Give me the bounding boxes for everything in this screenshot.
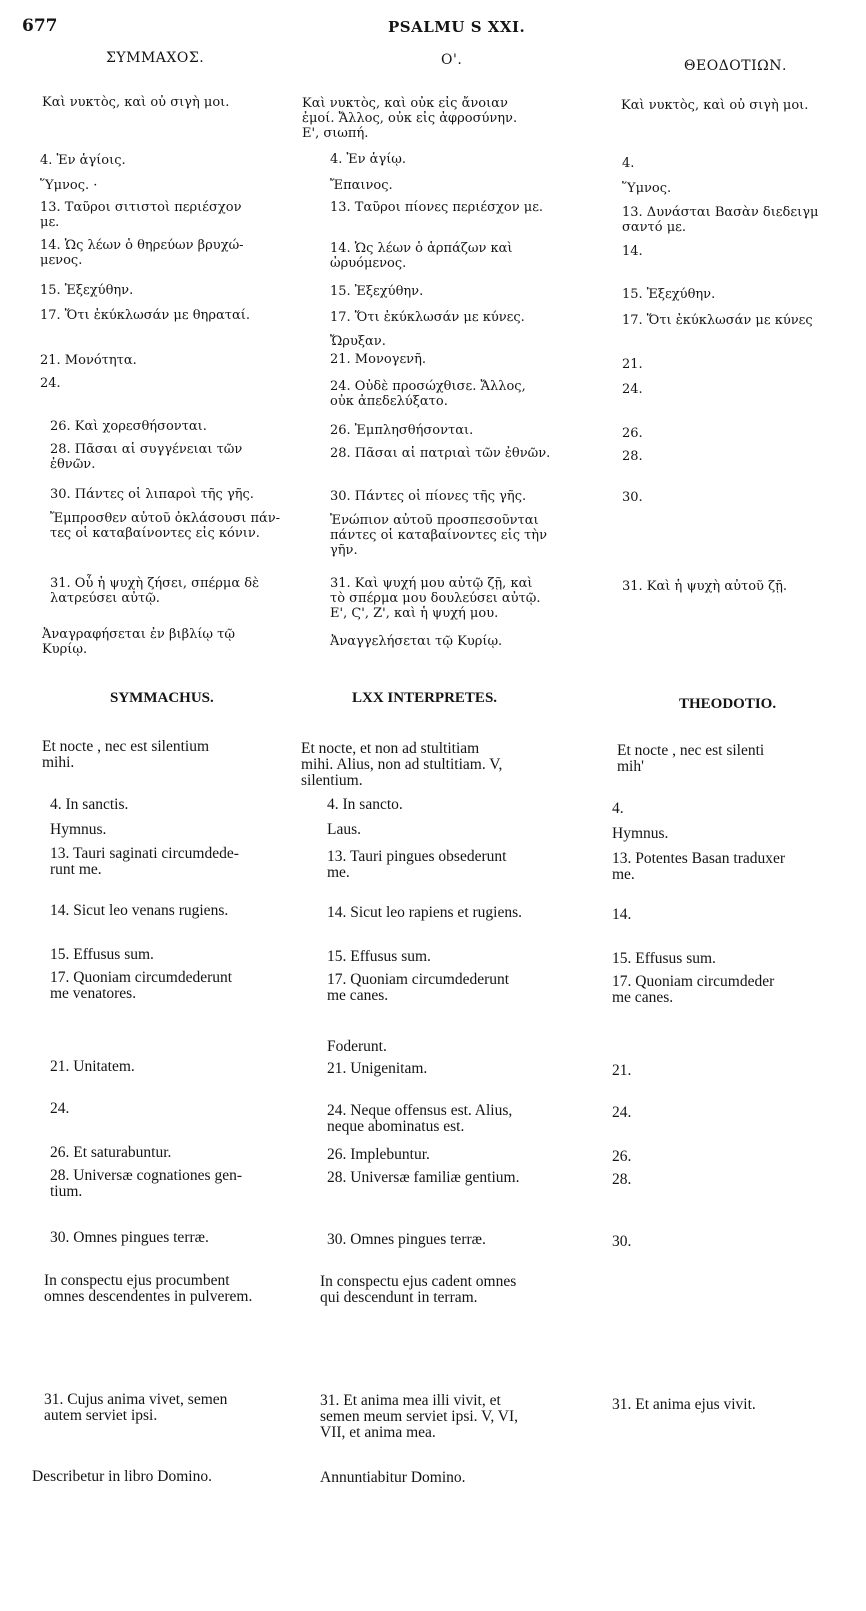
- latin-verse-entry: 15. Effusus sum.: [50, 946, 154, 963]
- greek-verse-entry: 17. Ὅτι ἐκύκλωσάν με κύνες.: [330, 310, 525, 325]
- column-header: SYMMACHUS.: [110, 690, 214, 706]
- column-header: LXX INTERPRETES.: [352, 690, 498, 706]
- latin-verse-entry: 13. Potentes Basan traduxer me.: [612, 850, 786, 883]
- latin-verse-entry: 28. Universæ familiæ gentium.: [327, 1169, 520, 1186]
- greek-verse-entry: 15. Ἐξεχύθην.: [40, 283, 134, 298]
- greek-verse-entry: 31. Καὶ ψυχή μου αὐτῷ ζῇ, καὶ τὸ σπέρμα μου δουλεύσει αὐτῷ. Ε', Ϛ', Ζ', καὶ ἡ ψυχή μου.: [330, 576, 541, 621]
- greek-verse-entry: 14.: [622, 244, 643, 259]
- latin-verse-entry: 26. Implebuntur.: [327, 1146, 430, 1163]
- latin-verse-entry: 13. Tauri saginati circumdede- runt me.: [50, 845, 239, 878]
- column-header: Ο'.: [441, 52, 463, 68]
- column-header: ΣΥΜΜΑΧΟΣ.: [106, 50, 205, 66]
- latin-verse-entry: Hymnus.: [612, 825, 669, 842]
- greek-verse-entry: Καὶ νυκτὸς, καὶ οὐκ εἰς ἄνοιαν ἐμοί. Ἄλλος, οὐκ εἰς ἀφροσύνην. Ε', σιωπή.: [302, 96, 518, 141]
- greek-verse-entry: 13. Ταῦροι σιτιστοὶ περιέσχον με.: [40, 200, 242, 230]
- latin-verse-entry: 30. Omnes pingues terræ.: [50, 1229, 209, 1246]
- greek-verse-entry: 4. Ἐν ἁγίοις.: [40, 153, 126, 168]
- greek-verse-entry: 28. Πᾶσαι αἱ πατριαὶ τῶν ἐθνῶν.: [330, 446, 551, 461]
- greek-verse-entry: 24. Οὐδὲ προσώχθισε. Ἄλλος, οὐκ ἀπεδελύξατο.: [330, 379, 526, 409]
- greek-verse-entry: 28.: [622, 449, 643, 464]
- latin-verse-entry: 4. In sanctis.: [50, 796, 129, 813]
- greek-verse-entry: 28. Πᾶσαι αἱ συγγένειαι τῶν ἐθνῶν.: [50, 442, 243, 472]
- column-header: ΘΕΟΔΟΤΙΩΝ.: [684, 58, 787, 74]
- latin-verse-entry: 21. Unitatem.: [50, 1058, 135, 1075]
- greek-verse-entry: 21. Μονογενῆ.: [330, 352, 427, 367]
- greek-verse-entry: Ὕμνος. ·: [40, 178, 98, 193]
- greek-verse-entry: 24.: [622, 382, 643, 397]
- latin-verse-entry: 4. In sancto.: [327, 796, 403, 813]
- latin-verse-entry: Et nocte, et non ad stultitiam mihi. Alius, non ad stultitiam. V, silentium.: [301, 740, 503, 789]
- greek-verse-entry: 21.: [622, 357, 643, 372]
- greek-verse-entry: Ἀναγγελήσεται τῷ Κυρίῳ.: [330, 634, 503, 649]
- column-header: THEODOTIO.: [679, 696, 777, 712]
- latin-verse-entry: Describetur in libro Domino.: [32, 1468, 212, 1485]
- latin-verse-entry: 30. Omnes pingues terræ.: [327, 1231, 486, 1248]
- greek-verse-entry: 13. Ταῦροι πίονες περιέσχον με.: [330, 200, 544, 215]
- greek-verse-entry: Ὤρυξαν.: [330, 334, 386, 349]
- greek-verse-entry: Ἀναγραφήσεται ἐν βιβλίῳ τῷ Κυρίῳ.: [42, 627, 235, 657]
- latin-verse-entry: Laus.: [327, 821, 362, 838]
- greek-verse-entry: 15. Ἐξεχύθην.: [330, 284, 424, 299]
- greek-verse-entry: 30. Πάντες οἱ πίονες τῆς γῆς.: [330, 489, 527, 504]
- latin-verse-entry: In conspectu ejus procumbent omnes descendentes in pulverem.: [44, 1272, 253, 1305]
- latin-verse-entry: 24.: [612, 1104, 632, 1121]
- greek-verse-entry: 4.: [622, 156, 635, 171]
- greek-verse-entry: 26.: [622, 426, 643, 441]
- latin-verse-entry: 15. Effusus sum.: [327, 948, 431, 965]
- latin-verse-entry: Hymnus.: [50, 821, 107, 838]
- greek-verse-entry: 15. Ἐξεχύθην.: [622, 287, 716, 302]
- greek-verse-entry: Καὶ νυκτὸς, καὶ οὐ σιγὴ μοι.: [621, 98, 809, 113]
- latin-verse-entry: 30.: [612, 1233, 632, 1250]
- greek-verse-entry: 14. Ὡς λέων ὁ θηρεύων βρυχώ- μενος.: [40, 238, 244, 268]
- latin-verse-entry: 14. Sicut leo rapiens et rugiens.: [327, 904, 522, 921]
- latin-verse-entry: In conspectu ejus cadent omnes qui descendunt in terram.: [320, 1273, 517, 1306]
- greek-verse-entry: 26. Ἐμπλησθήσονται.: [330, 423, 474, 438]
- latin-verse-entry: 31. Et anima mea illi vivit, et semen meum serviet ipsi. V, VI, VII, et anima mea.: [320, 1392, 519, 1441]
- page-number: 677: [22, 16, 58, 36]
- latin-verse-entry: 24.: [50, 1100, 70, 1117]
- latin-verse-entry: 26.: [612, 1148, 632, 1165]
- greek-verse-entry: Ἐνώπιον αὐτοῦ προσπεσοῦνται πάντες οἱ καταβαίνοντες εἰς τὴν γῆν.: [330, 513, 547, 558]
- latin-verse-entry: Et nocte , nec est silentium mihi.: [42, 738, 210, 771]
- latin-verse-entry: Annuntiabitur Domino.: [320, 1469, 466, 1486]
- latin-verse-entry: 17. Quoniam circumdederunt me canes.: [327, 971, 510, 1004]
- latin-verse-entry: Et nocte , nec est silenti mih': [617, 742, 765, 775]
- greek-verse-entry: Καὶ νυκτὸς, καὶ οὐ σιγὴ μοι.: [42, 95, 230, 110]
- greek-verse-entry: 13. Δυνάσται Βασὰν διεδειγμ σαντό με.: [622, 205, 819, 235]
- greek-verse-entry: 14. Ὡς λέων ὁ ἁρπάζων καὶ ὠρυόμενος.: [330, 241, 513, 271]
- greek-verse-entry: Ἔμπροσθεν αὐτοῦ ὀκλάσουσι πάν- τες οἱ καταβαίνοντες εἰς κόνιν.: [50, 511, 281, 541]
- greek-verse-entry: 24.: [40, 376, 61, 391]
- greek-verse-entry: 21. Μονότητα.: [40, 353, 137, 368]
- latin-verse-entry: 21.: [612, 1062, 632, 1079]
- greek-verse-entry: 31. Καὶ ἡ ψυχὴ αὐτοῦ ζῇ.: [622, 579, 788, 594]
- greek-verse-entry: 26. Καὶ χορεσθήσονται.: [50, 419, 207, 434]
- latin-verse-entry: 21. Unigenitam.: [327, 1060, 428, 1077]
- latin-verse-entry: 14. Sicut leo venans rugiens.: [50, 902, 229, 919]
- latin-verse-entry: Foderunt.: [327, 1038, 387, 1055]
- greek-verse-entry: Ἔπαινος.: [330, 178, 393, 193]
- greek-verse-entry: Ὕμνος.: [622, 181, 672, 196]
- running-title: PSALMU S XXI.: [388, 18, 526, 36]
- latin-verse-entry: 28. Universæ cognationes gen- tium.: [50, 1167, 242, 1200]
- greek-verse-entry: 30.: [622, 490, 643, 505]
- latin-verse-entry: 28.: [612, 1171, 632, 1188]
- latin-verse-entry: 17. Quoniam circumdederunt me venatores.: [50, 969, 233, 1002]
- latin-verse-entry: 31. Et anima ejus vivit.: [612, 1396, 756, 1413]
- greek-verse-entry: 17. Ὅτι ἐκύκλωσάν με κύνες: [622, 313, 813, 328]
- greek-verse-entry: 30. Πάντες οἱ λιπαροὶ τῆς γῆς.: [50, 487, 254, 502]
- latin-verse-entry: 14.: [612, 906, 632, 923]
- latin-verse-entry: 31. Cujus anima vivet, semen autem serviet ipsi.: [44, 1391, 228, 1424]
- latin-verse-entry: 13. Tauri pingues obsederunt me.: [327, 848, 507, 881]
- greek-verse-entry: 4. Ἐν ἁγίῳ.: [330, 152, 407, 167]
- greek-verse-entry: 31. Οὗ ἡ ψυχὴ ζήσει, σπέρμα δὲ λατρεύσει αὐτῷ.: [50, 576, 260, 606]
- latin-verse-entry: 26. Et saturabuntur.: [50, 1144, 172, 1161]
- latin-verse-entry: 4.: [612, 800, 624, 817]
- latin-verse-entry: 15. Effusus sum.: [612, 950, 716, 967]
- latin-verse-entry: 24. Neque offensus est. Alius, neque abominatus est.: [327, 1102, 513, 1135]
- greek-verse-entry: 17. Ὅτι ἐκύκλωσάν με θηραταί.: [40, 308, 250, 323]
- latin-verse-entry: 17. Quoniam circumdeder me canes.: [612, 973, 775, 1006]
